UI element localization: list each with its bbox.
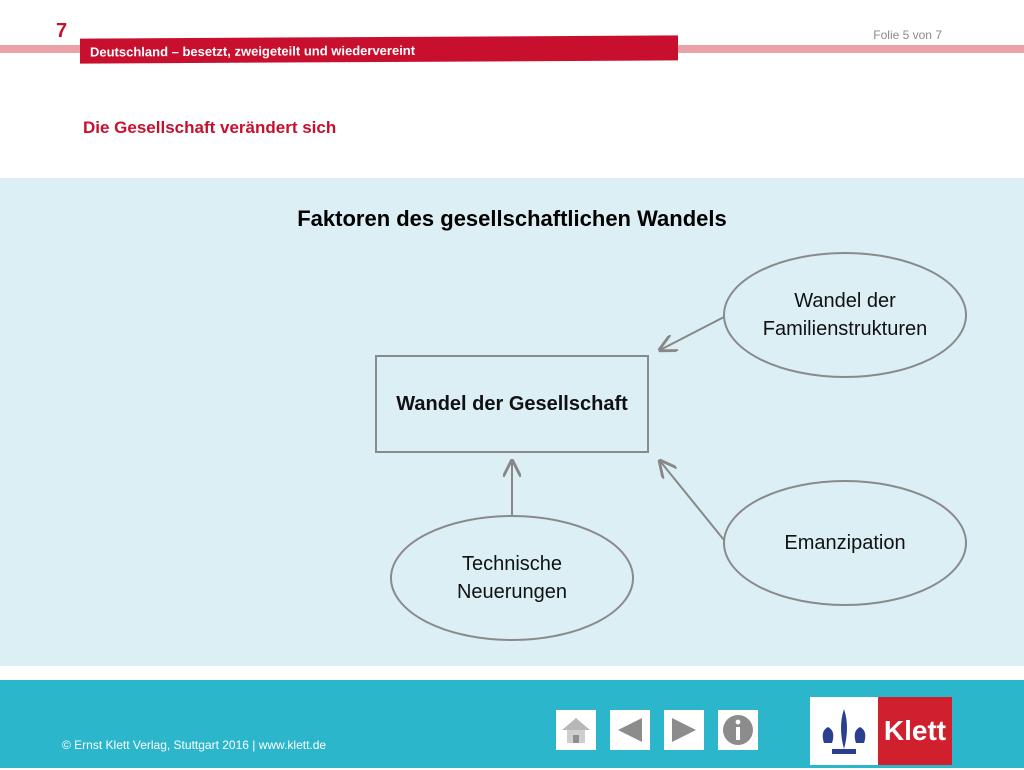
next-button[interactable]	[664, 710, 704, 750]
diagram-title: Faktoren des gesellschaftlichen Wandels	[297, 206, 727, 231]
klett-emblem-icon	[810, 697, 878, 765]
home-icon	[560, 715, 592, 745]
emancipation-label: Emanzipation	[784, 532, 906, 554]
chapter-number: 7	[56, 20, 68, 42]
slide-counter: Folie 5 von 7	[873, 28, 942, 42]
chapter-banner: Deutschland – besetzt, zweigeteilt und wiedervereint	[80, 35, 678, 63]
arrow-family	[660, 317, 724, 350]
arrow-left-icon	[614, 714, 646, 746]
info-button[interactable]	[718, 710, 758, 750]
technology-label: Technische Neuerungen	[456, 553, 568, 603]
previous-button[interactable]	[610, 710, 650, 750]
center-label: Wandel der Gesellschaft	[396, 393, 628, 415]
arrow-right-icon	[668, 714, 700, 746]
klett-logo-text: Klett	[878, 697, 952, 765]
copyright: © Ernst Klett Verlag, Stuttgart 2016 | www.klett.de	[62, 738, 327, 752]
home-button[interactable]	[556, 710, 596, 750]
arrow-emancipation	[660, 461, 724, 540]
info-icon	[721, 713, 755, 747]
family-label: Wandel der Familienstrukturen	[762, 290, 928, 340]
slide-subtitle: Die Gesellschaft verändert sich	[83, 118, 337, 137]
